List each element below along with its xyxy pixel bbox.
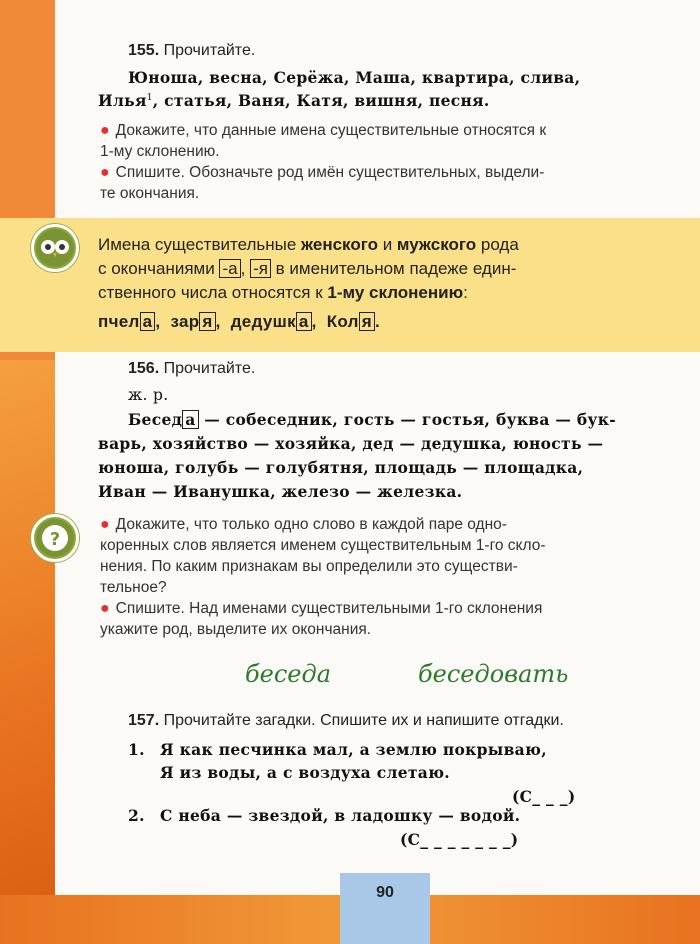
ex155-task1-line1: Докажите, что данные имена существительные относятся к [115,122,547,139]
ex156-line2: варь, хозяйство — хозяйка, дед — дедушка, юность — [98,434,604,453]
rule-line3 [98,283,468,303]
ending-box: я [359,312,375,331]
ex155-number: 155. [128,42,160,59]
ex156-task2 [100,598,685,640]
rule-feminine: женского [301,235,378,254]
footnote-mark: 1 [146,92,153,103]
riddle1-line2: Я из воды, а с воздуха слетаю. [160,763,450,782]
rule-text: Имена существительные [98,235,302,254]
riddle2-number: 2. [128,806,145,825]
ex155-task2-line1: Спишите. Обозначьте род имён существительных, выдели- [115,164,545,181]
ending-ya-box: -я [250,259,271,278]
ex156-task2-line1: Спишите. Над именами существительными 1-го склонения [115,600,543,617]
gender-label: ж. р. [128,386,169,404]
rule-examples [98,312,380,332]
ex156-task1-line3: нения. По каким признакам вы определили это существи- [100,558,518,575]
background-stripe-dark [0,360,55,944]
bullet-icon: ● [100,600,110,617]
separator: , [155,312,161,331]
svg-text:?: ? [49,529,61,550]
ex155-task1-line2: 1-му склонению. [100,143,220,160]
bullet-icon: ● [100,164,110,181]
ex156-task2-line2: укажите род, выделите их окончания. [100,621,372,638]
rule-text: ственного числа относятся к [98,283,328,302]
ex155-task2 [100,162,685,204]
rule-line2 [98,259,516,279]
word-ilya: Илья [98,91,147,110]
ex156-line1-rest: — собеседник, гость — гостья, буква — бук- [198,410,616,429]
ex157-number: 157. [128,712,160,729]
ex157-header [128,712,564,730]
ex156-instruction: Прочитайте. [163,360,256,377]
riddle1-number: 1. [128,740,145,759]
rule-colon: : [463,283,468,302]
ending-box: а [296,312,312,331]
riddle2-line1: С неба — звездой, в ладошку — водой. [160,806,521,825]
question-icon [31,514,79,562]
ex155-task2-line2: те окончания. [100,185,200,202]
ex155-task1 [100,120,685,162]
ex156-task1-line4: тельное? [100,579,167,596]
ex155-words-rest: , статья, Ваня, Катя, вишня, песня. [152,91,490,110]
rule-masculine: мужского [396,235,477,254]
rule-line1 [98,235,519,255]
ex155-words-line1: Юноша, весна, Серёжа, Маша, квартира, слива, [128,68,581,87]
rule-text: в именительном падеже един- [270,259,517,278]
period: . [375,312,381,331]
ex155-header [128,42,255,60]
handwritten-word-besedovat: беседовать [418,660,569,688]
owl-icon [31,224,79,272]
ending-a-box: -а [219,259,240,278]
ending-box: а [182,410,198,429]
rule-text: и [377,235,397,254]
page-number: 90 [340,873,430,944]
riddle1-answer: (С_ _ _) [512,787,576,806]
bullet-icon: ● [100,516,110,533]
rule-comma: , [240,259,246,278]
rule-text: рода [476,235,519,254]
ex156-line1 [128,410,616,429]
ex156-line3: юноша, голубь — голубятня, площадь — площадка, [98,458,584,477]
separator: , [311,312,317,331]
separator: , [215,312,221,331]
ending-box: а [140,312,156,331]
ex156-task1-line2: коренных слов является именем существительным 1-го скло- [100,537,546,554]
ex155-instruction: Прочитайте. [163,42,256,59]
rule-first-declension: 1-му склонению [327,283,464,302]
ex156-task1-line1: Докажите, что только одно слово в каждой паре одно- [115,516,507,533]
example-word: Кол [326,312,359,331]
handwritten-word-beseda: беседа [245,660,332,688]
word-beseda: Бесед [128,410,183,429]
ex156-number: 156. [128,360,160,377]
rule-text: с окончаниями [98,259,220,278]
ending-box: я [199,312,215,331]
ex155-words-line2 [98,91,490,110]
example-word: пчел [98,312,140,331]
ex156-header [128,360,255,378]
ex156-line4: Иван — Иванушка, железо — железка. [98,482,463,501]
riddle2-answer: (С_ _ _ _ _ _ _) [400,830,519,849]
ex157-instruction: Прочитайте загадки. Спишите их и напишите отгадки. [163,712,564,729]
bullet-icon: ● [100,122,110,139]
example-word: зар [170,312,200,331]
example-word: дедушк [230,312,296,331]
riddle1-line1: Я как песчинка мал, а землю покрываю, [160,740,547,759]
ex156-task1 [100,514,685,598]
